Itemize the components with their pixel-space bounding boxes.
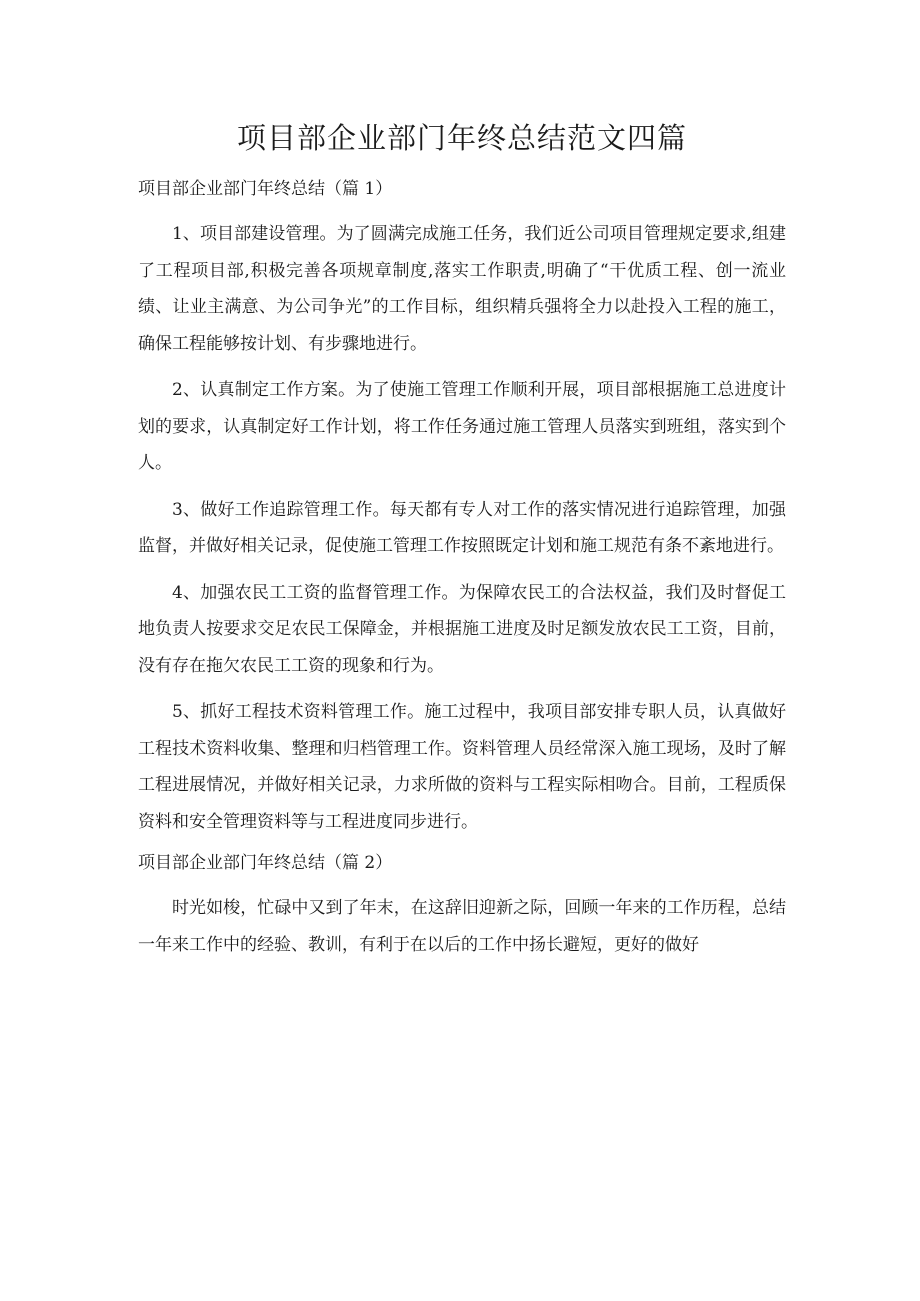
document-title: 项目部企业部门年终总结范文四篇 [236, 121, 687, 155]
section-heading: 项目部企业部门年终总结（篇 1） [138, 179, 393, 199]
paragraph: 5、抓好工程技术资料管理工作。施工过程中，我项目部安排专职人员，认真做好工程技术资料收集、整理和归档管理工作。资料管理人员经常深入施工现场，及时了解工程进展情况，并做好相关记录，力求所做的资料与工程实际相吻合。目前，工程质保资料和安全管理资料等与工程进度同步进行。 [138, 702, 786, 832]
section-heading: 项目部企业部门年终总结（篇 2） [138, 853, 393, 873]
paragraph: 时光如梭，忙碌中又到了年末，在这辞旧迎新之际，回顾一年来的工作历程，总结一年来工作中的经验、教训，有利于在以后的工作中扬长避短，更好的做好 [138, 898, 786, 955]
paragraph: 4、加强农民工工资的监督管理工作。为保障农民工的合法权益，我们及时督促工地负责人按要求交足农民工保障金，并根据施工进度及时足额发放农民工工资，目前，没有存在拖欠农民工工资的现象和行为。 [138, 582, 786, 676]
paragraph: 3、做好工作追踪管理工作。每天都有专人对工作的落实情况进行追踪管理，加强监督，并做好相关记录，促使施工管理工作按照既定计划和施工规范有条不紊地进行。 [138, 499, 786, 556]
document-page [138, 118, 786, 973]
section-2 [138, 850, 786, 963]
paragraph: 1、项目部建设管理。为了圆满完成施工任务，我们近公司项目管理规定要求,组建了工程项目部,积极完善各项规章制度,落实工作职责,明确了“干优质工程、创一流业绩、让业主满意、为公司争光”的工作目标，组织精兵强将全力以赴投入工程的施工，确保工程能够按计划、有步骤地进行。 [138, 224, 786, 354]
section-1 [138, 176, 786, 840]
paragraph: 2、认真制定工作方案。为了使施工管理工作顺利开展，项目部根据施工总进度计划的要求，认真制定好工作计划，将工作任务通过施工管理人员落实到班组，落实到个人。 [138, 380, 786, 473]
